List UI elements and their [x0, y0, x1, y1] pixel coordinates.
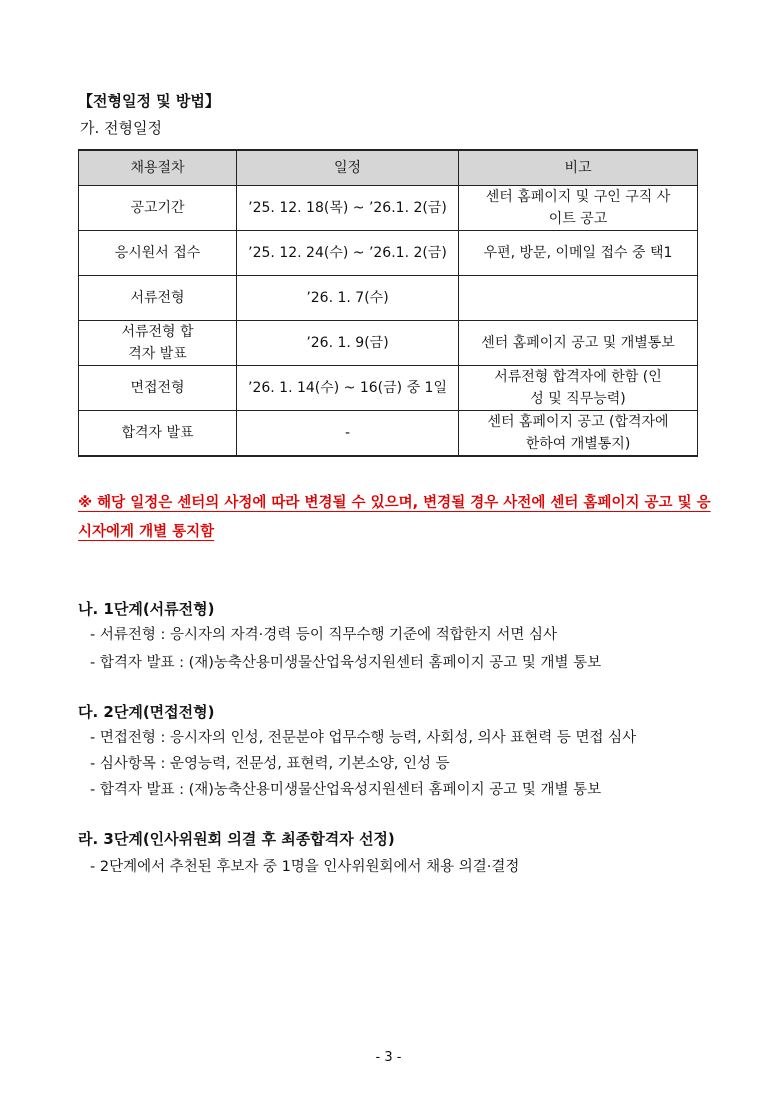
note-cell [459, 276, 698, 321]
column-header-date: 일정 [237, 150, 459, 186]
table-row [79, 411, 698, 457]
note-cell: 서류전형 합격자에 한함 (인성 및 직무능력) [459, 366, 698, 411]
page-number: - 3 - [375, 1050, 402, 1065]
date-cell: ’25. 12. 24(수) ~ ’26.1. 2(금) [237, 231, 459, 276]
table-row [79, 321, 698, 366]
step-cell: 공고기간 [79, 186, 237, 231]
stage1-title: 나. 1단계(서류전형) [78, 600, 215, 618]
column-header-note: 비고 [459, 150, 698, 186]
stage2-item: - 심사항목 : 운영능력, 전문성, 표현력, 기본소양, 인성 등 [90, 756, 450, 772]
schedule-subtitle: 가. 전형일정 [80, 119, 162, 137]
schedule-table [78, 149, 698, 457]
note-cell: 우편, 방문, 이메일 접수 중 택1 [459, 231, 698, 276]
step-cell: 서류전형 [79, 276, 237, 321]
column-header-step: 채용절차 [79, 150, 237, 186]
table-row [79, 366, 698, 411]
stage2-item: - 합격자 발표 : (재)농축산용미생물산업육성지원센터 홈페이지 공고 및 개별 통보 [90, 782, 602, 798]
date-cell: ’26. 1. 9(금) [237, 321, 459, 366]
section-heading: 【전형일정 및 방법】 [78, 92, 220, 110]
date-cell: - [237, 411, 459, 457]
step-cell: 합격자 발표 [79, 411, 237, 457]
note-cell: 센터 홈페이지 공고 (합격자에 한하여 개별통지) [459, 411, 698, 457]
stage2-item: - 면접전형 : 응시자의 인성, 전문분야 업무수행 능력, 사회성, 의사 표현력 등 면접 심사 [90, 730, 637, 746]
stage2-title: 다. 2단계(면접전형) [78, 703, 215, 721]
stage1-item: - 서류전형 : 응시자의 자격·경력 등이 직무수행 기준에 적합한지 서면 심사 [90, 627, 558, 643]
stage3-title: 라. 3단계(인사위원회 의결 후 최종합격자 선정) [78, 830, 395, 848]
table-row [79, 276, 698, 321]
date-cell: ’25. 12. 18(목) ~ ’26.1. 2(금) [237, 186, 459, 231]
table-row [79, 231, 698, 276]
step-cell: 면접전형 [79, 366, 237, 411]
stage1-item: - 합격자 발표 : (재)농축산용미생물산업육성지원센터 홈페이지 공고 및 개별 통보 [90, 655, 602, 671]
step-cell: 응시원서 접수 [79, 231, 237, 276]
step-cell: 서류전형 합격자 발표 [79, 321, 237, 366]
date-cell: ’26. 1. 14(수) ~ 16(금) 중 1일 [237, 366, 459, 411]
table-row [79, 186, 698, 231]
stage3-item: - 2단계에서 추천된 후보자 중 1명을 인사위원회에서 채용 의결·결정 [90, 859, 520, 875]
note-cell: 센터 홈페이지 공고 및 개별통보 [459, 321, 698, 366]
note-cell: 센터 홈페이지 및 구인 구직 사이트 공고 [459, 186, 698, 231]
schedule-change-notice: ※ 해당 일정은 센터의 사정에 따라 변경될 수 있으며, 변경될 경우 사전에 센터 홈페이지 공고 및 응시자에게 개별 통지함 [78, 495, 711, 540]
table-header-row [79, 150, 698, 186]
date-cell: ’26. 1. 7(수) [237, 276, 459, 321]
